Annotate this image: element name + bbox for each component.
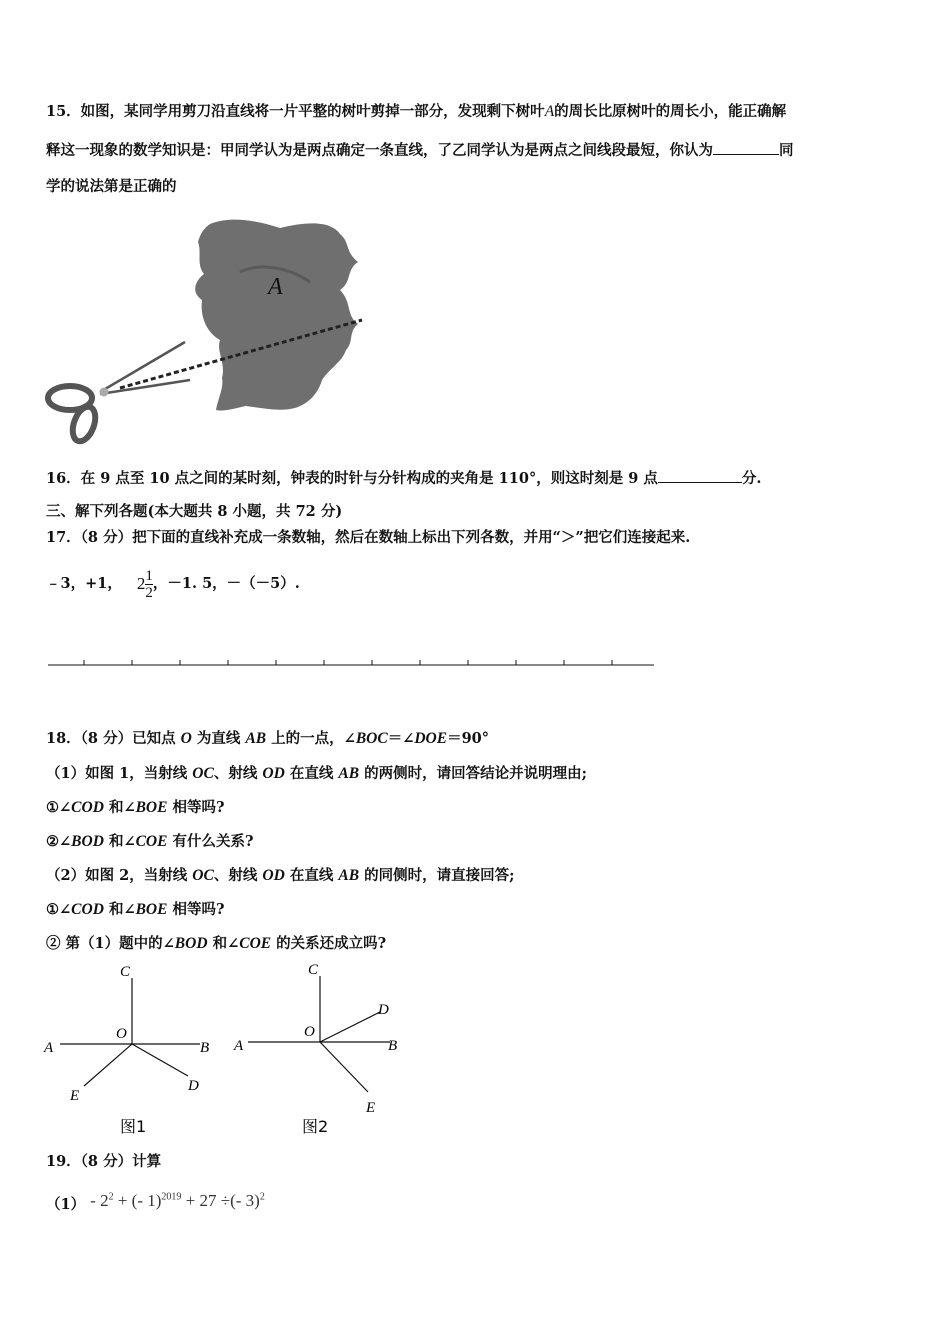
fig1-label-e: E — [70, 1088, 80, 1104]
q18-text: ＝∠ — [387, 730, 415, 747]
ray-od: OD — [262, 765, 285, 782]
fraction-numerator: 1 — [145, 567, 153, 584]
q18-text: ①∠ — [46, 901, 72, 918]
q18-text: 、射线 — [213, 765, 263, 782]
q18-title — [46, 729, 489, 749]
fig1-caption: 图1 — [120, 1117, 147, 1136]
fig1-label-a: A — [44, 1040, 54, 1056]
q18-sub1 — [46, 798, 225, 818]
q18-text: 的两侧时，请回答结论并说明理由; — [359, 765, 587, 782]
mixed-number-whole: 2 — [136, 574, 146, 593]
expr-term: - 2 — [90, 1190, 109, 1210]
q17-numbers — [46, 566, 300, 602]
q18-text: 有什么关系? — [167, 833, 254, 850]
angle-coe: COE — [239, 935, 272, 952]
q15-line3: 学的说法第是正确的 — [46, 178, 177, 195]
point-o: O — [180, 730, 192, 747]
q18-text: 和∠ — [207, 935, 240, 952]
q18-text: ② 第（1）题中的∠ — [46, 935, 175, 952]
q18-text: 、射线 — [213, 867, 263, 884]
line-ab: AB — [245, 730, 267, 747]
q17-title: 17．（8 分）把下面的直线补充成一条数轴，然后在数轴上标出下列各数，并用“＞”把它们连接起来. — [46, 529, 691, 546]
angle-bod: BOD — [71, 833, 104, 850]
angle-doe: DOE — [414, 730, 448, 747]
q18-sub4 — [46, 934, 386, 954]
q18-text: 的关系还成立吗? — [271, 935, 387, 952]
ray-oc: OC — [192, 765, 214, 782]
angle-boc: BOC — [355, 730, 388, 747]
fig2-label-e: E — [366, 1100, 376, 1116]
q17-text: ﹣3，+1， — [46, 575, 122, 592]
q15-text: 的周长比原树叶的周长小，能正确解 — [554, 103, 787, 120]
fig2-label-b: B — [388, 1038, 398, 1054]
fig2-label-a: A — [234, 1038, 244, 1054]
figure-2 — [230, 960, 420, 1140]
q19-title: 19．（8 分）计算 — [46, 1153, 162, 1170]
exponent: 2019 — [161, 1191, 182, 1202]
fig2-label-d: D — [378, 1002, 389, 1018]
leaf-scissors-figure — [40, 212, 370, 452]
q18-text: 在直线 — [284, 867, 339, 884]
q18-text: 18．（8 分）已知点 — [46, 730, 181, 747]
mixed-number-fraction — [145, 568, 153, 601]
fig2-label-o: O — [304, 1024, 315, 1040]
q18-text: 和∠ — [103, 799, 136, 816]
exponent: 2 — [259, 1191, 265, 1202]
q18-text: （2）如图 2，当射线 — [46, 867, 193, 884]
line-ab: AB — [338, 867, 360, 884]
angle-boe: BOE — [135, 901, 168, 918]
angle-coe: COE — [135, 833, 168, 850]
angle-bod: BOD — [174, 935, 208, 952]
q17-text: ，－1. 5，－（－5）. — [152, 575, 300, 592]
fig1-label-b: B — [200, 1040, 210, 1056]
q16-text: 分. — [741, 470, 762, 487]
fig1-label-d: D — [188, 1078, 199, 1094]
fig2-label-c: C — [308, 962, 319, 978]
q15-line2 — [46, 140, 794, 161]
q19-part-label: （1） — [46, 1195, 86, 1213]
exponent: 2 — [108, 1191, 114, 1202]
ray-od: OD — [262, 867, 285, 884]
q18-text: 的同侧时，请直接回答; — [359, 867, 515, 884]
q19-expression — [90, 1191, 265, 1210]
q15-line1 — [46, 102, 786, 122]
q15-text: 15．如图，某同学用剪刀沿直线将一片平整的树叶剪掉一部分，发现剩下树叶 — [46, 103, 545, 120]
q15-text: 释这一现象的数学知识是：甲同学认为是两点确定一条直线，了乙同学认为是两点之间线段最短，你认为 — [46, 142, 713, 159]
fig1-label-o: O — [116, 1026, 127, 1042]
angle-cod: COD — [71, 799, 104, 816]
q18-text: ①∠ — [46, 799, 72, 816]
q18-text: ＝90° — [447, 730, 490, 747]
ray-oc: OC — [192, 867, 214, 884]
q18-text: 在直线 — [284, 765, 339, 782]
q18-text: ②∠ — [46, 833, 72, 850]
answer-blank[interactable] — [713, 140, 779, 155]
q18-sub3 — [46, 900, 225, 920]
q18-text: 相等吗? — [167, 901, 225, 918]
q18-text: 相等吗? — [167, 799, 225, 816]
line-ab: AB — [338, 765, 360, 782]
leaf-letter: A — [544, 103, 555, 120]
figure-1 — [40, 960, 230, 1140]
q16-text: 16．在 9 点至 10 点之间的某时刻，钟表的时针与分针构成的夹角是 110°，则这时刻是 9 点 — [46, 470, 658, 487]
q18-part2 — [46, 866, 514, 886]
q18-text: 和∠ — [103, 901, 136, 918]
leaf-shape — [195, 220, 358, 411]
angle-cod: COD — [71, 901, 104, 918]
q15-text: 同 — [779, 142, 794, 159]
expr-term: + (- 1) — [113, 1190, 162, 1210]
leaf-letter-label: A — [268, 274, 283, 300]
fig1-label-c: C — [120, 964, 131, 980]
q18-sub2 — [46, 832, 254, 852]
number-line[interactable] — [46, 656, 658, 670]
q18-text: 上的一点，∠ — [266, 730, 356, 747]
section-3-title: 三、解下列各题(本大题共 8 小题，共 72 分) — [46, 503, 343, 520]
q18-part1 — [46, 764, 587, 784]
fraction-denominator: 2 — [145, 584, 153, 601]
number-line-ticks — [84, 660, 612, 665]
q16-line — [46, 468, 761, 489]
angle-boe: BOE — [135, 799, 168, 816]
answer-blank[interactable] — [658, 468, 742, 483]
scissors-icon — [48, 342, 190, 444]
fig2-caption: 图2 — [302, 1117, 329, 1136]
q19-part1 — [46, 1190, 265, 1220]
q18-text: （1）如图 1，当射线 — [46, 765, 193, 782]
q18-text: 和∠ — [103, 833, 136, 850]
expr-term: + 27 ÷(- 3) — [181, 1190, 260, 1210]
q18-text: 为直线 — [191, 730, 246, 747]
